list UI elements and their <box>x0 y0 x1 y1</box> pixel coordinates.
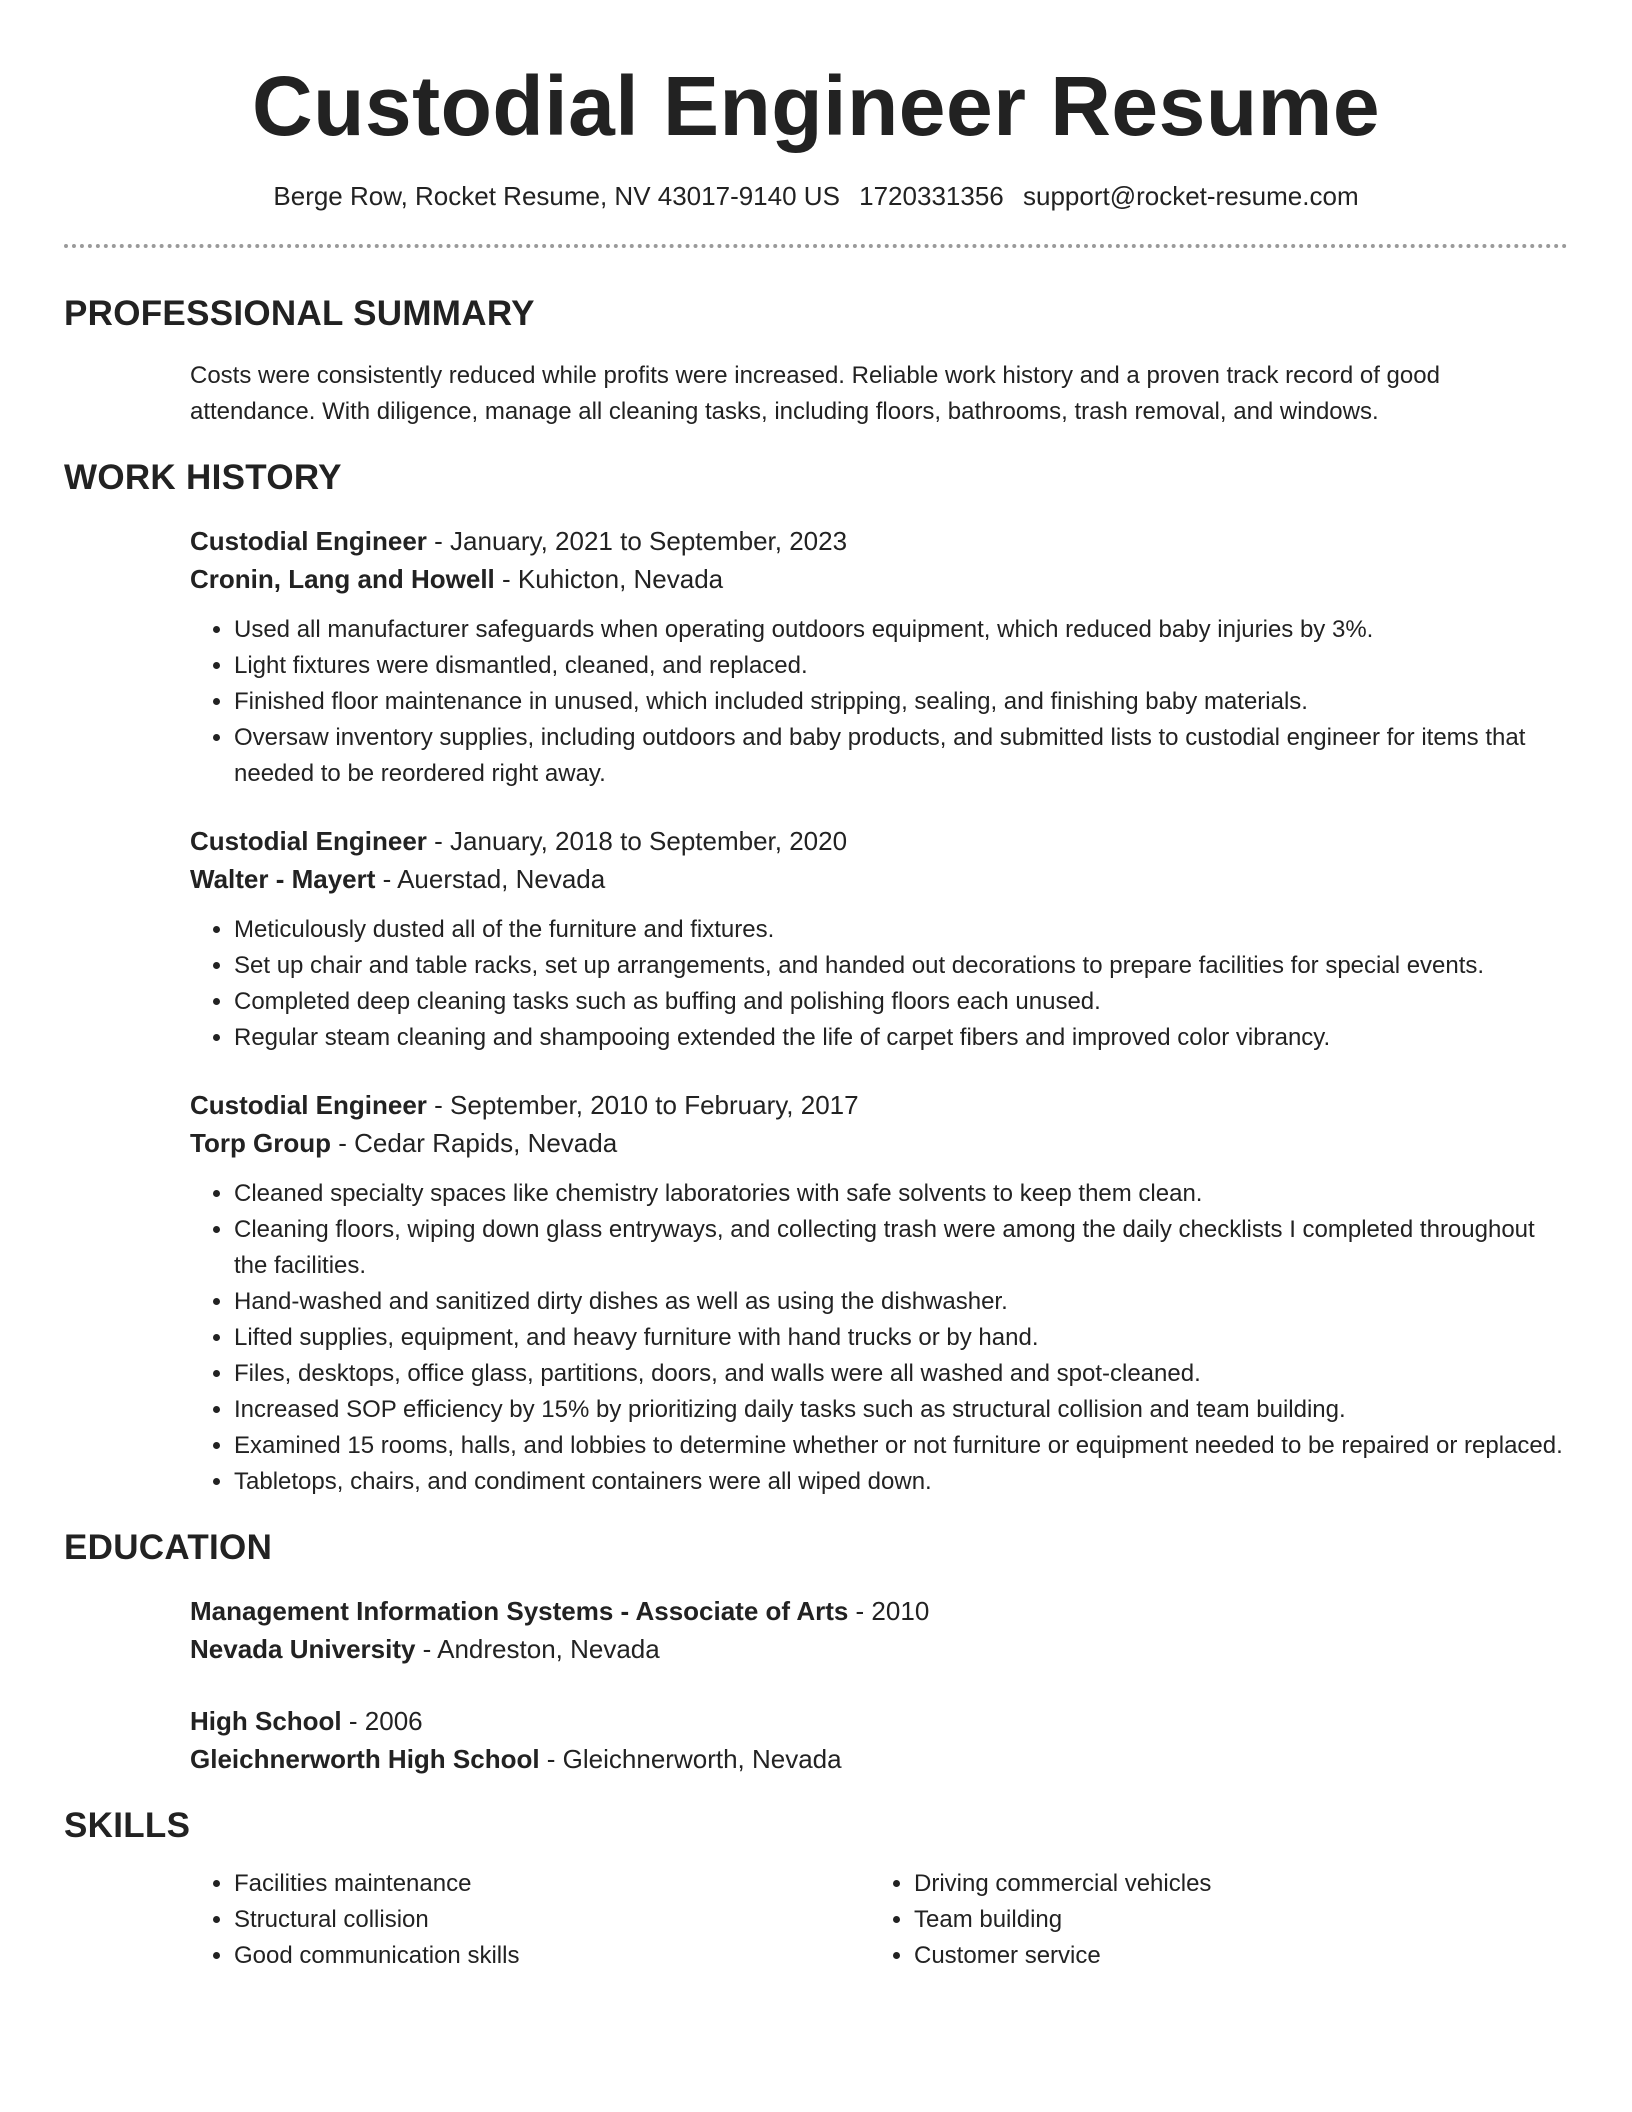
job-company: Torp Group <box>190 1128 332 1158</box>
degree-year: - 2006 <box>341 1706 423 1736</box>
job-location: - Auerstad, Nevada <box>375 864 606 894</box>
section-heading-skills: SKILLS <box>64 1806 191 1845</box>
skill-item: • Team building <box>914 1902 1550 1938</box>
job-company: Walter - Mayert <box>190 864 376 894</box>
school-location: - Gleichnerworth, Nevada <box>539 1744 842 1774</box>
list-item: • Examined 15 rooms, halls, and lobbies to determine whether or not furniture or equipment needed to be repaired or replaced. <box>234 1428 1574 1464</box>
list-item: • Tabletops, chairs, and condiment containers were all wiped down. <box>234 1464 1574 1500</box>
skills-list-left <box>190 1866 870 1974</box>
job-title-line <box>190 1086 1568 1124</box>
job-dates: - January, 2018 to September, 2020 <box>426 826 848 856</box>
work-history-section <box>64 456 1568 1500</box>
list-item: • Oversaw inventory supplies, including outdoors and baby products, and submitted lists to custodial engineer for items that needed to be reordered right away. <box>234 720 1574 792</box>
degree-line <box>190 1702 1568 1740</box>
list-item: • Cleaning floors, wiping down glass entryways, and collecting trash were among the daily checklists I completed throughout the facilities. <box>234 1212 1574 1284</box>
education-section <box>64 1526 1568 1778</box>
section-heading-summary: PROFESSIONAL SUMMARY <box>64 294 535 333</box>
dotted-divider <box>64 244 1568 248</box>
school-line <box>190 1630 1568 1668</box>
skills-columns <box>190 1866 1570 1974</box>
skills-section <box>64 1804 1568 1974</box>
school-name: Nevada University <box>190 1634 416 1664</box>
job-title-line <box>190 522 1568 560</box>
list-item: • Set up chair and table racks, set up arrangements, and handed out decorations to prepare facilities for special events. <box>234 948 1574 984</box>
list-item: • Used all manufacturer safeguards when operating outdoors equipment, which reduced baby injuries by 3%. <box>234 612 1574 648</box>
list-item: • Cleaned specialty spaces like chemistry laboratories with safe solvents to keep them clean. <box>234 1176 1574 1212</box>
degree-name: High School <box>190 1706 342 1736</box>
degree-name: Management Information Systems - Associate of Arts <box>190 1596 849 1626</box>
list-item: • Finished floor maintenance in unused, which included stripping, sealing, and finishing baby materials. <box>234 684 1574 720</box>
list-item: • Lifted supplies, equipment, and heavy furniture with hand trucks or by hand. <box>234 1320 1574 1356</box>
list-item: • Increased SOP efficiency by 15% by prioritizing daily tasks such as structural collision and team building. <box>234 1392 1574 1428</box>
skill-item: • Good communication skills <box>234 1938 870 1974</box>
education-entry <box>190 1592 1568 1668</box>
job-company-line <box>190 1124 1568 1162</box>
job-location: - Kuhicton, Nevada <box>494 564 724 594</box>
section-heading-work-history: WORK HISTORY <box>64 458 342 497</box>
contact-address: Berge Row, Rocket Resume, NV 43017-9140 US <box>273 181 840 211</box>
job-entry <box>190 522 1568 792</box>
school-name: Gleichnerworth High School <box>190 1744 540 1774</box>
skill-item: • Driving commercial vehicles <box>914 1866 1550 1902</box>
job-bullets <box>190 612 1574 792</box>
list-item: • Completed deep cleaning tasks such as buffing and polishing floors each unused. <box>234 984 1574 1020</box>
section-heading-education: EDUCATION <box>64 1528 273 1567</box>
contact-line <box>64 178 1568 214</box>
page-title: Custodial Engineer Resume <box>251 59 1381 153</box>
job-location: - Cedar Rapids, Nevada <box>331 1128 618 1158</box>
summary-section <box>64 292 1568 430</box>
degree-year: - 2010 <box>848 1596 930 1626</box>
education-entries <box>190 1592 1568 1778</box>
skill-item: • Customer service <box>914 1938 1550 1974</box>
job-title: Custodial Engineer <box>190 826 427 856</box>
job-bullets <box>190 1176 1574 1500</box>
list-item: • Regular steam cleaning and shampooing extended the life of carpet fibers and improved color vibrancy. <box>234 1020 1574 1056</box>
degree-line <box>190 1592 1568 1630</box>
skill-item: • Facilities maintenance <box>234 1866 870 1902</box>
job-entry <box>190 1086 1568 1500</box>
work-entries <box>190 522 1568 1500</box>
skill-item: • Structural collision <box>234 1902 870 1938</box>
contact-phone: 1720331356 <box>859 181 1004 211</box>
job-dates: - September, 2010 to February, 2017 <box>426 1090 859 1120</box>
job-entry <box>190 822 1568 1056</box>
list-item: • Files, desktops, office glass, partitions, doors, and walls were all washed and spot-cleaned. <box>234 1356 1574 1392</box>
skills-list-right <box>870 1866 1550 1974</box>
list-item: • Meticulously dusted all of the furniture and fixtures. <box>234 912 1574 948</box>
school-location: - Andreston, Nevada <box>415 1634 660 1664</box>
contact-email: support@rocket-resume.com <box>1022 181 1359 211</box>
education-entry <box>190 1702 1568 1778</box>
list-item: • Hand-washed and sanitized dirty dishes as well as using the dishwasher. <box>234 1284 1574 1320</box>
summary-text: Costs were consistently reduced while profits were increased. Reliable work history and a proven track record of good attendance. With diligence, manage all cleaning tasks, including floors, bathrooms, trash removal, and windows. <box>190 362 1440 425</box>
job-dates: - January, 2021 to September, 2023 <box>426 526 848 556</box>
school-line <box>190 1740 1568 1778</box>
list-item: • Light fixtures were dismantled, cleaned, and replaced. <box>234 648 1574 684</box>
job-company-line <box>190 560 1568 598</box>
job-company-line <box>190 860 1568 898</box>
job-title-line <box>190 822 1568 860</box>
job-title: Custodial Engineer <box>190 526 427 556</box>
job-title: Custodial Engineer <box>190 1090 427 1120</box>
job-bullets <box>190 912 1574 1056</box>
job-company: Cronin, Lang and Howell <box>190 564 495 594</box>
